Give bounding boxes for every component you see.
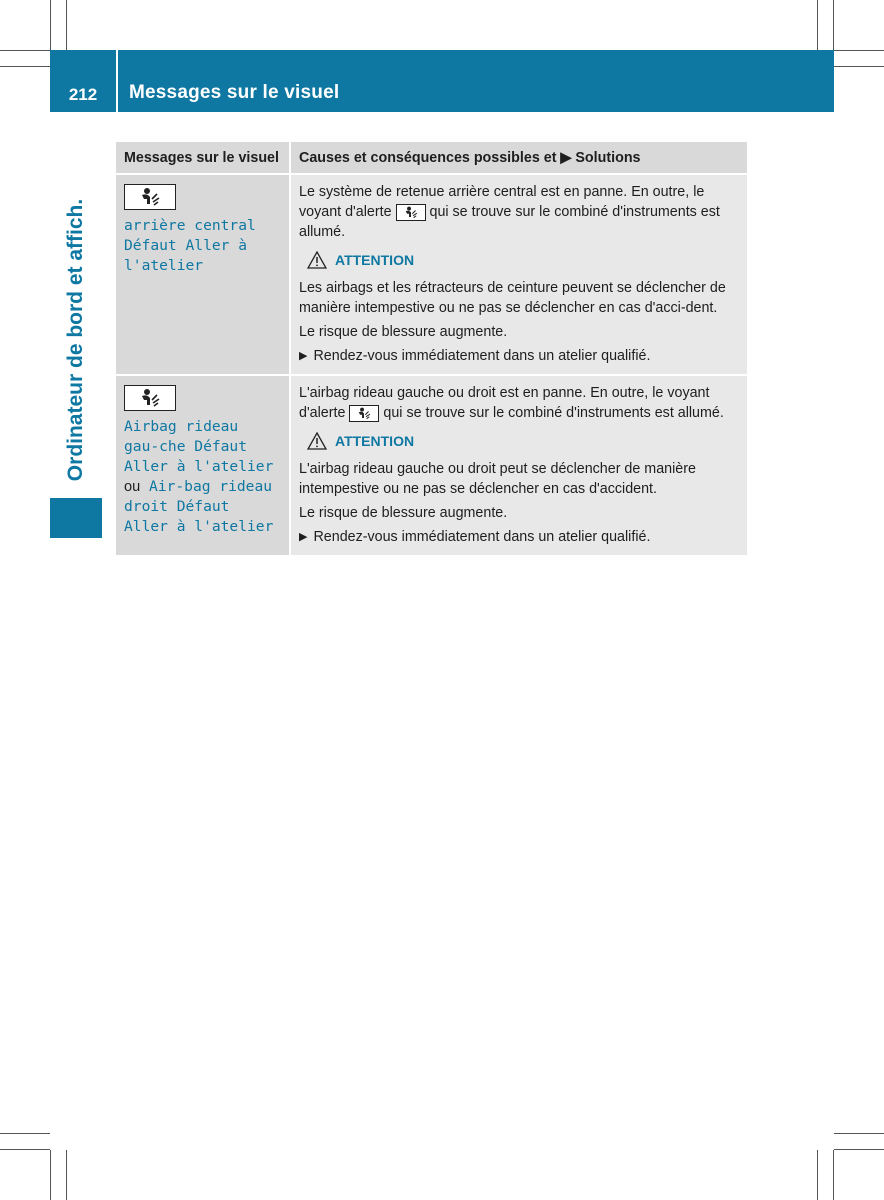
risk-text: Le risque de blessure augmente. [299,324,508,340]
attention-heading: ATTENTION [307,431,739,451]
airbag-warning-icon [396,204,426,221]
arrow-right-icon: ▶ [299,350,308,362]
warning-text: Les airbags et les rétracteurs de ceinture peuvent se déclencher de manière intempestive ou ne pas se déclencher en cas d'acci-dent. [299,280,726,316]
crop-mark [834,1133,884,1134]
risk-text: Le risque de blessure augmente. [299,505,508,521]
column-header-messages: Messages sur le visuel [116,142,290,174]
description-cell [290,375,747,555]
table-row [116,375,747,555]
messages-table [116,142,747,555]
warning-text: L'airbag rideau gauche ou droit peut se déclencher de manière intempestive ou ne pas se déclencher en cas d'accident. [299,461,696,497]
header-divider [116,50,118,112]
display-message: arrière central Défaut Aller à l'atelier [124,217,256,274]
crop-mark [66,0,67,50]
solution-item: ▶ Rendez-vous immédiatement dans un atelier qualifié. [299,348,651,364]
message-cell [116,375,290,555]
crop-mark [0,1133,50,1134]
description-cell [290,174,747,375]
crop-mark [0,1149,50,1150]
crop-mark [833,1150,834,1200]
table-row [116,174,747,375]
crop-mark [834,1149,884,1150]
airbag-warning-icon [124,184,176,210]
cause-text: L'airbag rideau gauche ou droit est en panne. En outre, le voyant d'alerte qui se trouve sur le combiné d'instruments est allumé. [299,385,724,421]
airbag-warning-icon [349,405,379,422]
crop-mark [834,66,884,67]
attention-heading: ATTENTION [307,250,739,270]
column-header-causes: Causes et conséquences possibles et ▶ Solutions [290,142,747,174]
crop-mark [817,0,818,50]
page-title: Messages sur le visuel [129,82,340,103]
table-header-row [116,142,747,174]
warning-triangle-icon [307,432,327,450]
crop-mark [0,50,50,51]
solution-item: ▶ Rendez-vous immédiatement dans un atelier qualifié. [299,529,651,545]
crop-mark [833,0,834,50]
section-side-label: Ordinateur de bord et affich. [64,198,87,482]
section-tab-marker [50,498,102,538]
crop-mark [0,66,50,67]
display-message: Airbag rideau gau-che Défaut Aller à l'atelier ou Air-bag rideau droit Défaut Aller à l'atelier [124,418,274,535]
crop-mark [817,1150,818,1200]
crop-mark [66,1150,67,1200]
airbag-warning-icon [124,385,176,411]
message-cell [116,174,290,375]
page-number: 212 [68,85,98,104]
crop-mark [50,0,51,50]
arrow-right-icon: ▶ [299,531,308,543]
warning-triangle-icon [307,251,327,269]
crop-mark [834,50,884,51]
crop-mark [50,1150,51,1200]
cause-text: Le système de retenue arrière central est en panne. En outre, le voyant d'alerte qui se trouve sur le combiné d'instruments est allumé. [299,184,720,240]
